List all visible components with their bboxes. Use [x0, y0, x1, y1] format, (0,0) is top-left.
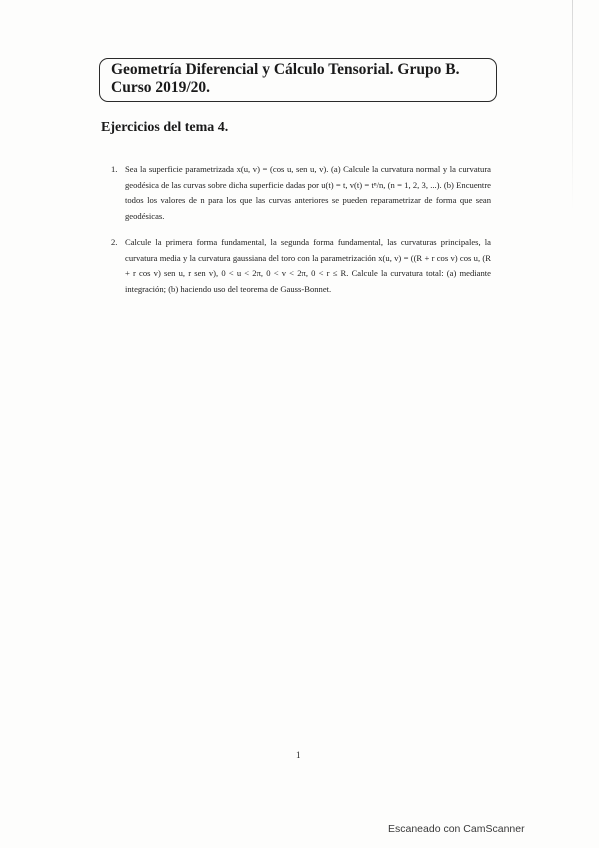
scan-fold-line	[572, 0, 573, 210]
scanner-watermark: Escaneado con CamScanner	[388, 823, 525, 835]
course-title: Geometría Diferencial y Cálculo Tensorial. Grupo B.	[111, 61, 460, 78]
section-title: Ejercicios del tema 4.	[101, 120, 229, 135]
exercise-text: Sea la superficie parametrizada x(u, v) = (cos u, sen u, v). (a) Calcule la curvatura normal y la curvatura geodésica de las curvas sobre dicha superficie dadas por u(t) = t, v(t) = tⁿ/n, (n = 1, 2, 3, ...). (b) Encuentre todos los valores de n para los que las curvas anteriores se pueden reparametrizar de forma que sean geodésicas.	[125, 164, 491, 221]
title-box	[99, 58, 497, 102]
exercise-item	[111, 235, 491, 297]
exercise-number: 2.	[111, 237, 118, 247]
exercise-text: Calcule la primera forma fundamental, la segunda forma fundamental, las curvaturas principales, la curvatura media y la curvatura gaussiana del toro con la parametrización x(u, v) = ((R + r cos v) cos u, (R + r cos v) sen u, r sen v), 0 < u < 2π, 0 < v < 2π, 0 < r ≤ R. Calcule la curvatura total: (a) mediante integración; (b) haciendo uso del teorema de Gauss-Bonnet.	[125, 237, 491, 294]
page-number: 1	[296, 750, 301, 760]
course-year: Curso 2019/20.	[111, 79, 211, 96]
exercise-item	[111, 162, 491, 224]
exercise-number: 1.	[111, 164, 118, 174]
